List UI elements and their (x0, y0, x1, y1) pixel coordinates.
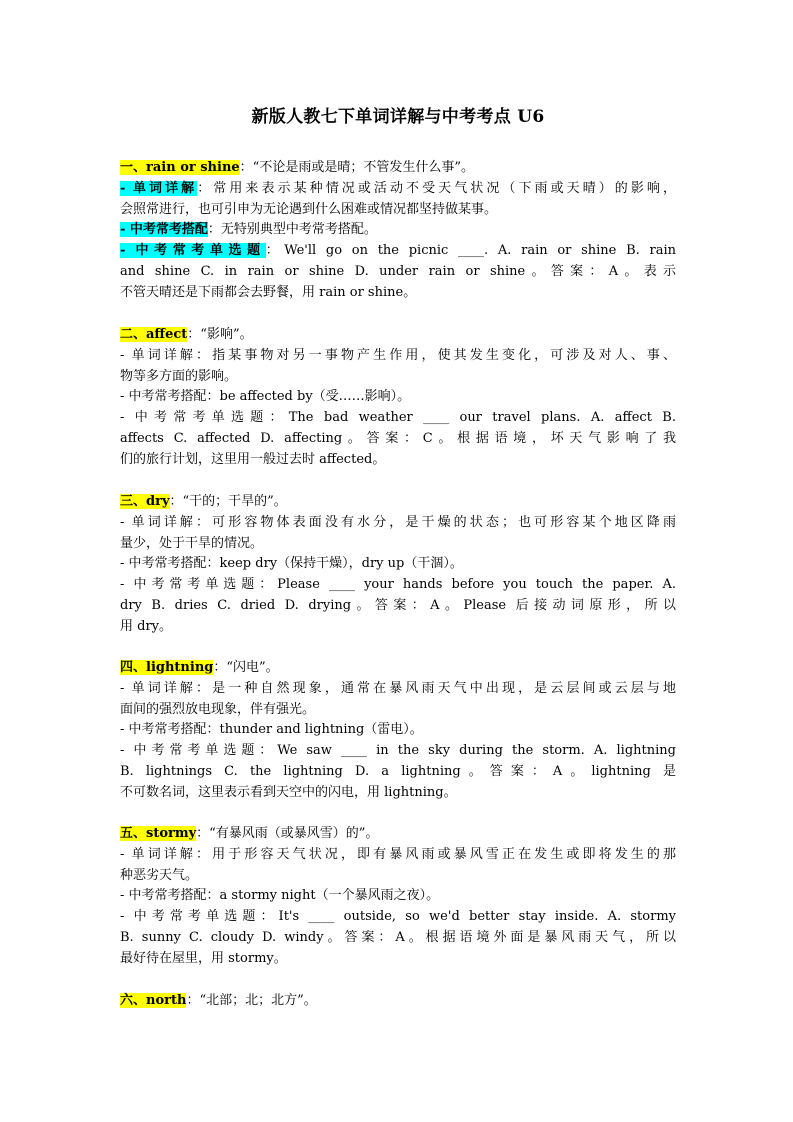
entry-lightning (120, 658, 676, 804)
question-text: ：We'll go on the picnic ____. A. rain or shine B. rain (265, 243, 677, 259)
entry-stormy (120, 824, 676, 970)
entry-heading-line (120, 658, 676, 679)
question-line-cont: and shine C. in rain or shine D. under rain or shine。答案：A。表示 (120, 263, 676, 279)
entry-heading-line (120, 824, 676, 845)
detail-line: - 单词详解：可形容物体表面没有水分，是干燥的状态；也可形容某个地区降雨 (120, 514, 676, 530)
detail-text: ：常用来表示某种情况或活动不受天气状况（下雨或天晴）的影响， (197, 180, 676, 196)
detail-line: - 单词详解：用于形容天气状况，即有暴风雨或暴风雪正在发生或即将发生的那 (120, 846, 676, 862)
detail-line: - 单词详解：指某事物对另一事物产生作用，使其发生变化，可涉及对人、事、 (120, 347, 676, 363)
entry-meaning: ：“有暴风雨（或暴风雪）的”。 (196, 826, 379, 841)
collocation-line: - 中考常考搭配：a stormy night（一个暴风雨之夜）。 (120, 888, 440, 904)
entry-dry (120, 492, 676, 638)
question-line (120, 241, 676, 262)
question-label: - 中考常考单选题 (120, 243, 266, 259)
answer-line: 最好待在屋里，用 stormy。 (120, 950, 287, 966)
entry-meaning: ：“北部；北；北方”。 (186, 993, 317, 1008)
answer-line: 们的旅行计划，这里用一般过去时 affected。 (120, 451, 386, 467)
collocation-line: - 中考常考搭配：keep dry（保持干燥），dry up（干涸）。 (120, 556, 463, 572)
entry-rain-or-shine (120, 158, 676, 304)
collocation-line: - 中考常考搭配：be affected by（受……影响）。 (120, 389, 411, 405)
detail-line-cont: 面间的强烈放电现象，伴有强光。 (120, 701, 316, 717)
answer-line: 不可数名词，这里表示看到天空中的闪电，用 lightning。 (120, 784, 457, 800)
entry-heading: 二、affect (120, 327, 188, 342)
entry-meaning: ：“干的；干旱的”。 (169, 494, 287, 509)
question-line-cont: B. lightnings C. the lightning D. a lightning。答案：A。lightning 是 (120, 763, 676, 779)
question-line-cont: dry B. dries C. dried D. drying。答案：A。Please 后接动词原形，所以 (120, 597, 676, 613)
entry-heading: 三、dry (120, 494, 170, 509)
question-line: - 中考常考单选题：It's ____ outside, so we'd better stay inside. A. stormy (120, 909, 676, 925)
entry-affect (120, 325, 676, 471)
entry-meaning: ：“闪电”。 (213, 660, 279, 675)
collocation-label: - 中考常考搭配 (120, 222, 208, 238)
entry-meaning: ：“不论是雨或是晴；不管发生什么事”。 (239, 160, 474, 175)
entry-north (120, 991, 676, 1012)
entry-heading: 五、stormy (120, 826, 197, 841)
collocation-line: - 中考常考搭配：thunder and lightning（雷电）。 (120, 722, 423, 738)
entry-meaning: ：“影响”。 (187, 327, 253, 342)
entry-heading: 一、rain or shine (120, 160, 240, 175)
question-line: - 中考常考单选题：The bad weather ____ our travel plans. A. affect B. (120, 410, 676, 426)
detail-label: - 单词详解 (120, 180, 198, 196)
detail-line-cont: 物等多方面的影响。 (120, 368, 238, 384)
detail-line-cont: 量少，处于干旱的情况。 (120, 535, 264, 551)
document-title: 新版人教七下单词详解与中考考点 U6 (251, 107, 545, 127)
question-line: - 中考常考单选题：We saw ____ in the sky during the storm. A. lightning (120, 743, 676, 759)
entry-heading: 六、north (120, 993, 187, 1008)
answer-line: 用 dry。 (120, 618, 173, 634)
detail-line: - 单词详解：是一种自然现象，通常在暴风雨天气中出现，是云层间或云层与地 (120, 680, 676, 696)
entry-heading-line (120, 492, 676, 513)
collocation-text: ：无特别典型中考常考搭配。 (207, 222, 377, 238)
question-line-cont: B. sunny C. cloudy D. windy。答案：A。根据语境外面是暴风雨天气，所以 (120, 929, 676, 945)
detail-line-cont: 种恶劣天气。 (120, 867, 199, 883)
entry-heading: 四、lightning (120, 660, 214, 675)
detail-line (120, 179, 676, 200)
entry-heading-line (120, 158, 676, 179)
entry-heading-line (120, 325, 676, 346)
detail-line-cont: 会照常进行，也可引申为无论遇到什么困难或情况都坚持做某事。 (120, 201, 498, 217)
answer-line: 不管天晴还是下雨都会去野餐，用 rain or shine。 (120, 284, 417, 300)
entry-heading-line (120, 991, 676, 1012)
collocation-line (120, 220, 676, 241)
question-line: - 中考常考单选题：Please ____ your hands before you touch the paper. A. (120, 577, 676, 593)
question-line-cont: affects C. affected D. affecting。答案：C。根据语境，坏天气影响了我 (120, 430, 676, 446)
